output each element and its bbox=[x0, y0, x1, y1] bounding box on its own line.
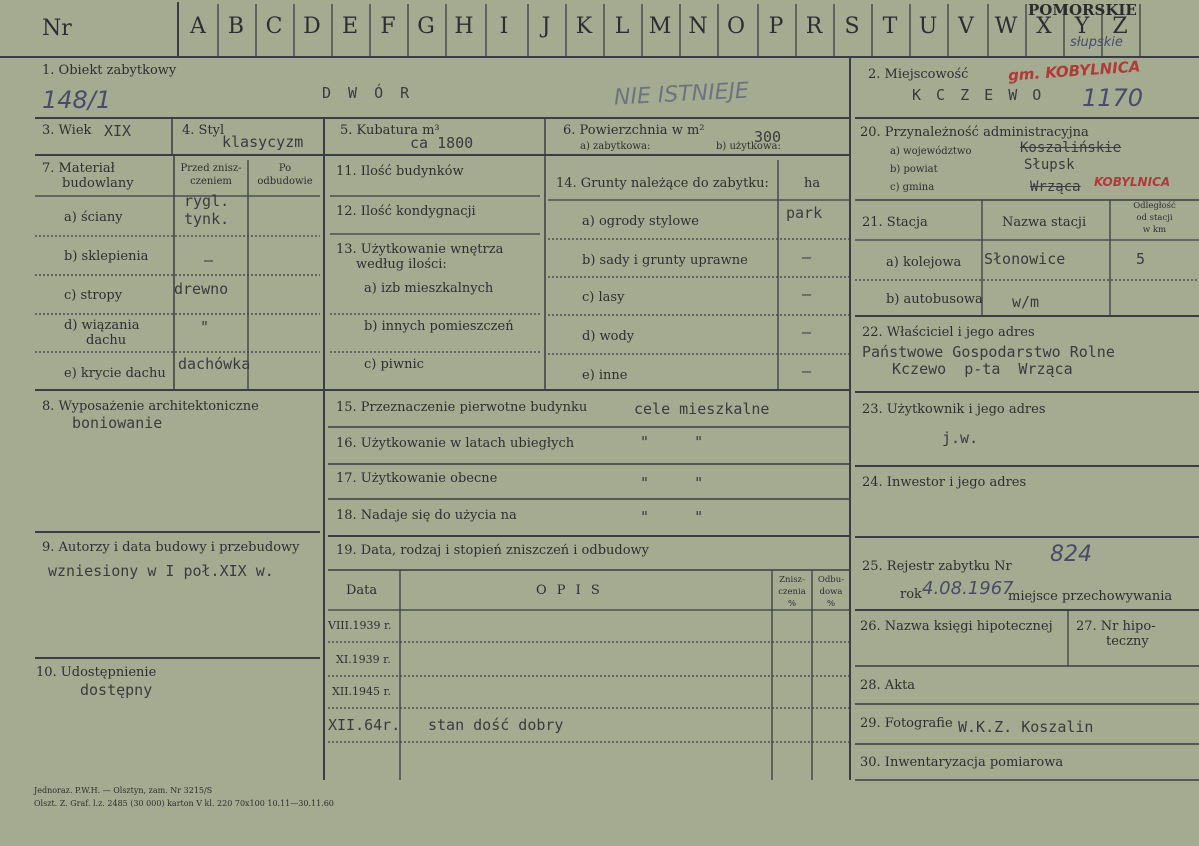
field-7-label-1: 7. Materiał bbox=[42, 161, 115, 176]
field-21b-name: w/m bbox=[1012, 293, 1040, 311]
field-16-value: " " bbox=[640, 433, 704, 451]
index-letter-l: L bbox=[614, 14, 630, 39]
nr-label: Nr bbox=[42, 16, 72, 41]
field-9-value: wzniesiony w I poł.XIX w. bbox=[48, 562, 274, 580]
index-letter-e: E bbox=[341, 14, 359, 39]
field-22-label: 22. Właściciel i jego adres bbox=[862, 325, 1035, 340]
index-letter-z: Z bbox=[1112, 14, 1128, 39]
field-19-row-4-date: XII.64r. bbox=[328, 716, 401, 734]
field-19-col-destr-3: % bbox=[787, 599, 797, 609]
field-25-place-label: miejsce przechowywania bbox=[1008, 589, 1173, 604]
field-10-value: dostępny bbox=[80, 681, 153, 699]
field-18-value: " " bbox=[640, 508, 704, 526]
field-20-label: 20. Przynależność administracyjna bbox=[860, 125, 1089, 140]
field-19-col-rebuild-3: % bbox=[826, 599, 836, 609]
field-13c-label: c) piwnic bbox=[364, 357, 424, 372]
field-21-label: 21. Stacja bbox=[862, 215, 928, 230]
field-1-value: D W Ó R bbox=[322, 84, 414, 102]
field-14e-label: e) inne bbox=[582, 368, 628, 383]
field-14a-label: a) ogrody stylowe bbox=[582, 214, 699, 229]
index-letter-j: J bbox=[541, 14, 551, 39]
index-letter-v: V bbox=[958, 14, 974, 39]
index-letter-t: T bbox=[882, 14, 898, 39]
field-19-row-2-date: XI.1939 r. bbox=[336, 653, 391, 666]
field-7c-value: drewno bbox=[174, 280, 229, 298]
field-25-number: 824 bbox=[1050, 542, 1092, 567]
field-2-label: 2. Miejscowość bbox=[868, 67, 969, 82]
field-20c-label: c) gmina bbox=[890, 182, 935, 193]
field-13a-label: a) izb mieszkalnych bbox=[364, 281, 494, 296]
field-23-label: 23. Użytkownik i jego adres bbox=[862, 402, 1046, 417]
field-1-note: NIE ISTNIEJE bbox=[613, 78, 750, 111]
field-16-label: 16. Użytkowanie w latach ubiegłych bbox=[336, 436, 575, 451]
field-7e-value: dachówka bbox=[178, 355, 251, 373]
field-13-label-2: według ilości: bbox=[356, 257, 447, 272]
field-19-row-3-date: XII.1945 r. bbox=[332, 685, 392, 698]
field-9-label: 9. Autorzy i data budowy i przebudowy bbox=[42, 540, 300, 555]
field-15-label: 15. Przeznaczenie pierwotne budynku bbox=[336, 400, 588, 415]
index-letter-r: R bbox=[805, 14, 823, 39]
field-21a-label: a) kolejowa bbox=[886, 255, 962, 270]
field-29-label: 29. Fotografie bbox=[860, 716, 953, 731]
index-letter-i: I bbox=[499, 14, 509, 39]
field-25-year: 4.08.1967 bbox=[922, 578, 1014, 599]
field-14-unit: ha bbox=[804, 176, 821, 191]
field-14d-value: – bbox=[802, 323, 812, 341]
field-6-sub-a: a) zabytkowa: bbox=[580, 141, 651, 152]
field-7-col-after-2: odbudowie bbox=[257, 176, 313, 187]
field-7c-label: c) stropy bbox=[64, 288, 123, 303]
field-5-value: ca 1800 bbox=[410, 134, 474, 152]
field-4-value: klasycyzm bbox=[222, 133, 304, 151]
field-20c-value: Wrząca bbox=[1030, 179, 1081, 195]
index-letter-b: B bbox=[227, 14, 245, 39]
field-11-label: 11. Ilość budynków bbox=[336, 164, 464, 179]
field-20b-label: b) powiat bbox=[890, 164, 938, 175]
field-7b-value: – bbox=[204, 251, 214, 269]
field-18-label: 18. Nadaje się do użycia na bbox=[336, 508, 517, 523]
field-24-label: 24. Inwestor i jego adres bbox=[862, 475, 1027, 490]
field-22-line-1: Państwowe Gospodarstwo Rolne bbox=[862, 343, 1115, 361]
field-19-col-desc: O P I S bbox=[536, 583, 603, 598]
field-2-value: K C Z E W O bbox=[912, 86, 1045, 104]
field-7b-label: b) sklepienia bbox=[64, 249, 149, 264]
field-2-red-note: gm. KOBYLNICA bbox=[1007, 57, 1141, 85]
index-letter-m: M bbox=[648, 14, 672, 39]
field-7-col-before-1: Przed znisz- bbox=[180, 163, 242, 174]
field-27-label-1: 27. Nr hipo- bbox=[1076, 619, 1156, 634]
field-21-col-dist-2: od stacji bbox=[1136, 213, 1173, 223]
region-handwritten: słupskie bbox=[1070, 35, 1123, 50]
field-13-label-1: 13. Użytkowanie wnętrza bbox=[336, 242, 504, 257]
field-21a-dist: 5 bbox=[1136, 250, 1146, 268]
field-3-value: XIX bbox=[104, 122, 132, 140]
field-14-label: 14. Grunty należące do zabytku: bbox=[556, 176, 769, 191]
field-6-value: 300 bbox=[754, 128, 782, 146]
index-letter-y: Y bbox=[1074, 14, 1090, 39]
field-7a-value-1: rygl. bbox=[184, 192, 230, 210]
index-letter-g: G bbox=[417, 14, 435, 39]
field-28-label: 28. Akta bbox=[860, 678, 916, 693]
field-20a-label: a) województwo bbox=[890, 146, 972, 157]
field-19-col-rebuild-2: dowa bbox=[819, 587, 843, 597]
index-letter-u: U bbox=[918, 14, 938, 39]
field-7-label-2: budowlany bbox=[62, 176, 134, 191]
field-17-value: " " bbox=[640, 474, 704, 492]
index-letter-f: F bbox=[380, 14, 396, 39]
field-14b-value: – bbox=[802, 248, 812, 266]
field-19-row-4-desc: stan dość dobry bbox=[428, 716, 564, 734]
field-21-col-name: Nazwa stacji bbox=[1002, 215, 1087, 230]
field-19-row-1-date: VIII.1939 r. bbox=[328, 619, 392, 632]
field-23-value: j.w. bbox=[942, 429, 979, 447]
index-letter-a: A bbox=[190, 14, 206, 39]
field-21a-name: Słonowice bbox=[984, 250, 1066, 268]
field-3-label: 3. Wiek bbox=[42, 123, 92, 138]
field-4-label: 4. Styl bbox=[182, 123, 225, 138]
field-26-label: 26. Nazwa księgi hipotecznej bbox=[860, 619, 1053, 634]
field-30-label: 30. Inwentaryzacja pomiarowa bbox=[860, 755, 1064, 770]
field-6-sub-b: b) użytkowa: bbox=[716, 141, 781, 152]
index-letter-x: X bbox=[1036, 14, 1052, 39]
field-6-label: 6. Powierzchnia w m² bbox=[563, 123, 705, 138]
field-29-value: W.K.Z. Koszalin bbox=[958, 718, 1094, 736]
field-17-label: 17. Użytkowanie obecne bbox=[336, 471, 498, 486]
field-27-label-2: teczny bbox=[1106, 634, 1149, 649]
field-22-line-2: Kczewo p-ta Wrząca bbox=[892, 360, 1073, 378]
field-21b-label: b) autobusowa bbox=[886, 292, 983, 307]
index-letter-p: P bbox=[768, 14, 784, 39]
field-8-value: boniowanie bbox=[72, 414, 163, 432]
field-25-year-label: rok bbox=[900, 587, 922, 602]
index-letter-w: W bbox=[994, 14, 1018, 39]
index-letter-k: K bbox=[575, 14, 593, 39]
region-stamp: POMORSKIE bbox=[1028, 1, 1137, 19]
field-19-col-date: Data bbox=[346, 583, 378, 598]
field-21-col-dist-1: Odległość bbox=[1133, 201, 1176, 211]
field-1-number: 148/1 bbox=[42, 86, 112, 114]
field-14c-label: c) lasy bbox=[582, 290, 625, 305]
field-7a-value-2: tynk. bbox=[184, 210, 230, 228]
field-8-label: 8. Wyposażenie architektoniczne bbox=[42, 399, 259, 414]
field-15-value: cele mieszkalne bbox=[634, 400, 770, 418]
field-14b-label: b) sady i grunty uprawne bbox=[582, 253, 748, 268]
index-letter-d: D bbox=[303, 14, 321, 39]
field-12-label: 12. Ilość kondygnacji bbox=[336, 204, 476, 219]
field-7e-label: e) krycie dachu bbox=[64, 366, 166, 381]
index-letter-h: H bbox=[454, 14, 474, 39]
field-5-label: 5. Kubatura m³ bbox=[340, 123, 440, 138]
field-19-col-rebuild-1: Odbu- bbox=[817, 575, 845, 585]
field-20b-value: Słupsk bbox=[1024, 157, 1075, 173]
index-letter-c: C bbox=[265, 14, 283, 39]
field-7d-label-2: dachu bbox=[86, 333, 127, 348]
field-14e-value: – bbox=[802, 362, 812, 380]
field-25-label: 25. Rejestr zabytku Nr bbox=[862, 559, 1012, 574]
field-2-number: 1170 bbox=[1082, 84, 1144, 112]
index-letter-o: O bbox=[726, 14, 746, 39]
field-19-col-destr-1: Znisz- bbox=[779, 575, 805, 585]
field-10-label: 10. Udostępnienie bbox=[36, 665, 157, 680]
field-21-col-dist-3: w km bbox=[1142, 225, 1167, 235]
field-13b-label: b) innych pomieszczeń bbox=[364, 319, 514, 334]
printer-line-1: Jednoraz. P.W.H. — Olsztyn, zam. Nr 3215/S bbox=[34, 786, 213, 795]
field-19-col-destr-2: czenia bbox=[778, 587, 806, 597]
field-7d-label-1: d) wiązania bbox=[64, 318, 140, 333]
field-20c-red: KOBYLNICA bbox=[1094, 175, 1171, 189]
field-20a-value: Koszalińskie bbox=[1020, 140, 1122, 156]
field-7d-value: " bbox=[200, 318, 210, 336]
field-1-label: 1. Obiekt zabytkowy bbox=[42, 63, 177, 78]
field-7-col-before-2: czeniem bbox=[190, 176, 232, 187]
field-19-label: 19. Data, rodzaj i stopień zniszczeń i odbudowy bbox=[336, 543, 650, 558]
field-7-col-after-1: Po bbox=[278, 163, 292, 174]
field-14c-value: – bbox=[802, 285, 812, 303]
index-letter-n: N bbox=[688, 14, 708, 39]
field-7a-label: a) ściany bbox=[64, 210, 123, 225]
printer-line-2: Olszt. Z. Graf. l.z. 2485 (30 000) karton V kl. 220 70x100 10.11—30.11.60 bbox=[34, 799, 334, 808]
field-14d-label: d) wody bbox=[582, 329, 635, 344]
field-14a-value: park bbox=[786, 204, 823, 222]
index-letter-s: S bbox=[844, 14, 860, 39]
